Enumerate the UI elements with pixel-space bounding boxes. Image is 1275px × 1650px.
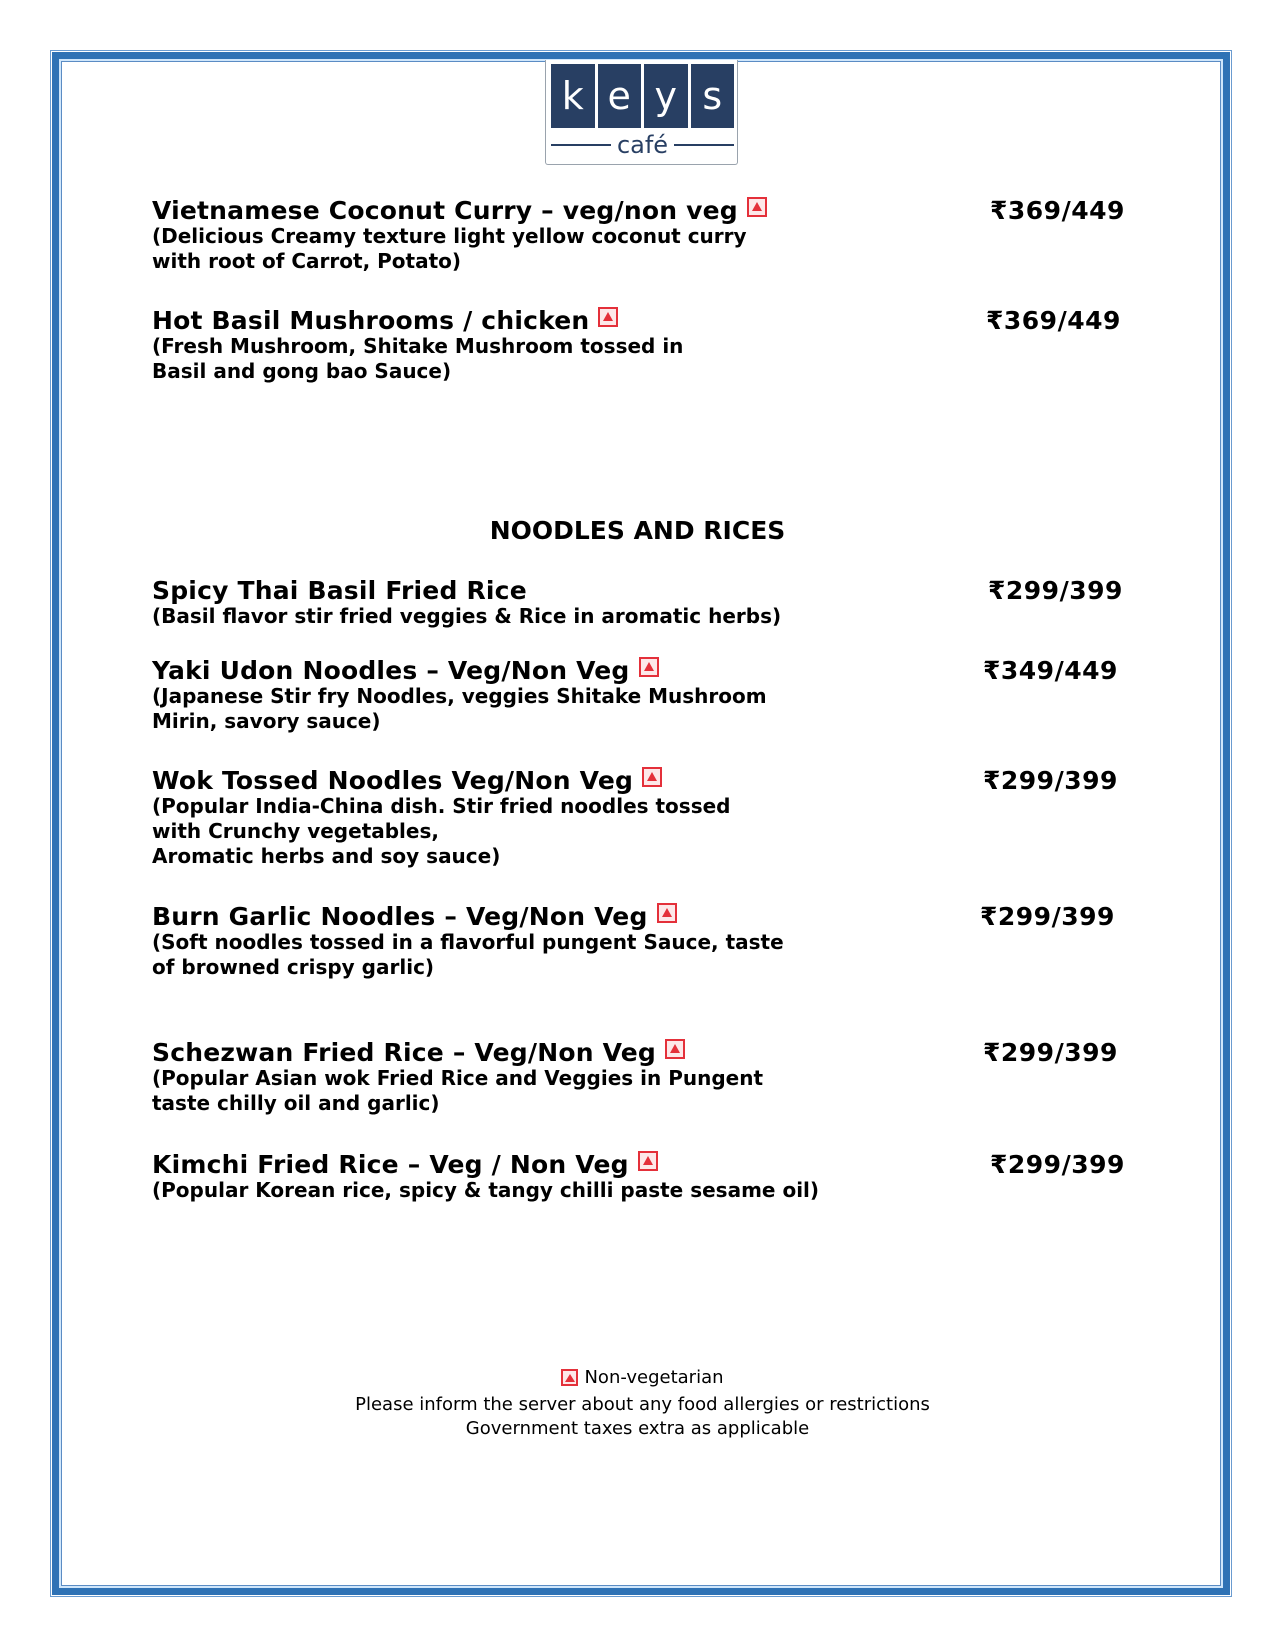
- logo-cafe-row: [551, 130, 734, 160]
- logo-rule-left: [551, 144, 611, 146]
- menu-item-description: [152, 1066, 1152, 1116]
- description-line: (Popular India-China dish. Stir fried noodles tossed: [152, 794, 731, 818]
- menu-item-title-text: Kimchi Fried Rice – Veg / Non Veg: [152, 1150, 629, 1179]
- legend-label: Non-vegetarian: [584, 1367, 724, 1388]
- menu-item-title-text: Hot Basil Mushrooms / chicken: [152, 306, 590, 335]
- menu-item-title: [152, 1038, 685, 1067]
- menu-item-price: ₹369/449: [990, 196, 1125, 225]
- description-line: (Soft noodles tossed in a flavorful pungent Sauce, taste: [152, 930, 784, 954]
- menu-item-title-text: Wok Tossed Noodles Veg/Non Veg: [152, 766, 634, 795]
- menu-item-description: [152, 930, 1152, 980]
- menu-item-price: ₹299/399: [980, 902, 1115, 931]
- menu-item-title-text: Yaki Udon Noodles – Veg/Non Veg: [152, 656, 630, 685]
- logo-tile: y: [644, 64, 688, 128]
- menu-item-description: [152, 684, 1152, 734]
- logo-tile: s: [691, 64, 735, 128]
- description-line: Mirin, savory sauce): [152, 709, 381, 733]
- section-heading: NOODLES AND RICES: [489, 516, 786, 545]
- description-line: of browned crispy garlic): [152, 955, 435, 979]
- menu-item-description: [152, 334, 1152, 384]
- menu-item-title: [152, 576, 527, 605]
- nonveg-symbol-icon: [665, 1039, 685, 1059]
- logo-keys-tiles: [551, 64, 734, 128]
- menu-item-price: ₹299/399: [988, 576, 1123, 605]
- tax-note: Government taxes extra as applicable: [465, 1418, 810, 1439]
- menu-item-price: ₹349/449: [983, 656, 1118, 685]
- nonveg-symbol-icon: [642, 767, 662, 787]
- logo-tile: k: [551, 64, 595, 128]
- description-line: with root of Carrot, Potato): [152, 249, 462, 273]
- logo-cafe-text: café: [616, 131, 669, 159]
- menu-item-title: [152, 766, 662, 795]
- nonveg-symbol-icon: [561, 1369, 578, 1386]
- description-line: (Fresh Mushroom, Shitake Mushroom tossed in: [152, 334, 684, 358]
- menu-item-title-text: Schezwan Fried Rice – Veg/Non Veg: [152, 1038, 657, 1067]
- menu-item-price: ₹299/399: [983, 766, 1118, 795]
- menu-item-description: [152, 1178, 1152, 1203]
- menu-item-title-text: Spicy Thai Basil Fried Rice: [152, 576, 527, 605]
- nonveg-legend: [0, 1367, 1275, 1388]
- menu-item: [152, 656, 1152, 734]
- menu-item-description: [152, 224, 1152, 274]
- keys-cafe-logo: [545, 60, 738, 165]
- menu-item-price: ₹369/449: [986, 306, 1121, 335]
- nonveg-symbol-icon: [639, 657, 659, 677]
- menu-item-title: [152, 902, 677, 931]
- menu-item: [152, 1038, 1152, 1116]
- description-line: (Popular Asian wok Fried Rice and Veggies in Pungent: [152, 1066, 764, 1090]
- nonveg-symbol-icon: [747, 197, 767, 217]
- menu-item: [152, 902, 1152, 980]
- description-line: (Basil flavor stir fried veggies & Rice in aromatic herbs): [152, 604, 782, 628]
- menu-item-title-text: Vietnamese Coconut Curry – veg/non veg: [152, 196, 738, 225]
- menu-item: [152, 1150, 1152, 1203]
- logo-tile: e: [598, 64, 642, 128]
- description-line: Basil and gong bao Sauce): [152, 359, 452, 383]
- nonveg-symbol-icon: [657, 903, 677, 923]
- description-line: Aromatic herbs and soy sauce): [152, 844, 501, 868]
- nonveg-symbol-icon: [598, 307, 618, 327]
- description-line: (Popular Korean rice, spicy & tangy chilli paste sesame oil): [152, 1178, 820, 1202]
- allergy-note: Please inform the server about any food allergies or restrictions: [355, 1394, 930, 1415]
- menu-item-description: [152, 794, 1152, 869]
- menu-item-description: [152, 604, 1152, 629]
- nonveg-symbol-icon: [638, 1151, 658, 1171]
- menu-item-price: ₹299/399: [983, 1038, 1118, 1067]
- description-line: (Japanese Stir fry Noodles, veggies Shitake Mushroom: [152, 684, 767, 708]
- menu-item-price: ₹299/399: [990, 1150, 1125, 1179]
- menu-item-title: [152, 1150, 658, 1179]
- logo-rule-right: [674, 144, 734, 146]
- menu-item: [152, 196, 1152, 274]
- menu-item-title: [152, 656, 659, 685]
- menu-item: [152, 306, 1152, 384]
- menu-item-title: [152, 196, 767, 225]
- menu-item-title: [152, 306, 618, 335]
- menu-item: [152, 766, 1152, 869]
- description-line: taste chilly oil and garlic): [152, 1091, 440, 1115]
- description-line: with Crunchy vegetables,: [152, 819, 439, 843]
- menu-item-title-text: Burn Garlic Noodles – Veg/Non Veg: [152, 902, 648, 931]
- menu-item: [152, 576, 1152, 629]
- description-line: (Delicious Creamy texture light yellow coconut curry: [152, 224, 747, 248]
